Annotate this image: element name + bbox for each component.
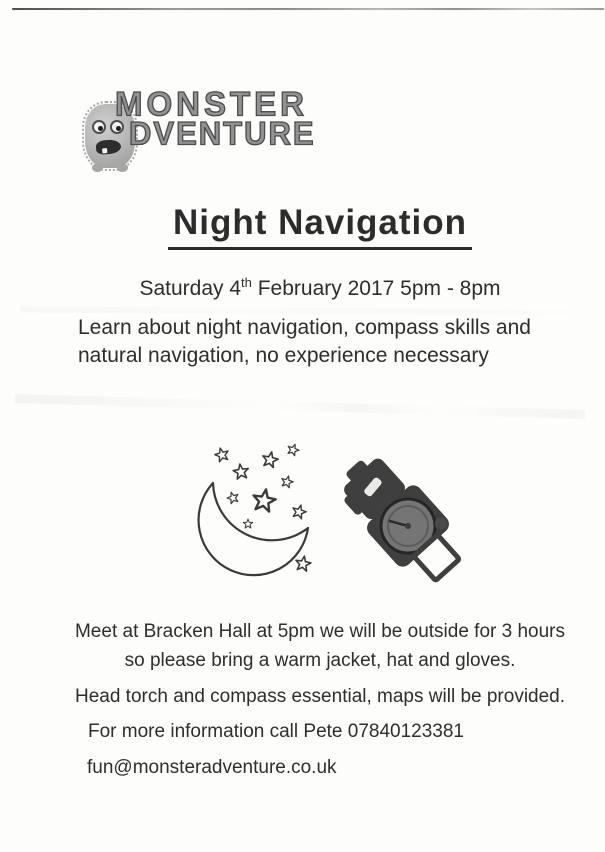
event-date-ordinal: th <box>241 275 252 290</box>
scan-artifact-top-line <box>12 8 604 10</box>
event-description-line2: natural navigation, no experience necessary <box>78 344 489 367</box>
illustration-moon-stars-compass <box>185 433 470 593</box>
moon-and-stars-icon <box>199 442 312 575</box>
event-date <box>35 275 605 301</box>
contact-email: fun@monsteradventure.co.uk <box>87 757 337 778</box>
event-description <box>78 314 553 370</box>
lensatic-compass-icon <box>329 443 470 593</box>
title-row <box>35 203 605 250</box>
meeting-line2: so please bring a warm jacket, hat and gloves. <box>124 650 516 671</box>
meeting-line1: Meet at Bracken Hall at 5pm we will be outside for 3 hours <box>74 621 565 642</box>
scan-artifact-smudge <box>15 394 585 419</box>
meeting-details <box>35 617 605 675</box>
contact-info: For more information call Pete 07840123381 <box>88 721 465 742</box>
logo-word-monster: MONSTER <box>115 84 308 123</box>
event-date-suffix: February 2017 5pm - 8pm <box>251 277 501 300</box>
monster-mouth-icon <box>96 139 122 155</box>
logo-word-dventure: DVENTURE <box>129 115 316 152</box>
event-description-line1: Learn about night navigation, compass skills and <box>78 316 531 339</box>
page-title: Night Navigation <box>168 203 472 250</box>
monster-adventure-logo <box>85 84 325 176</box>
equipment-note: Head torch and compass essential, maps will be provided. <box>74 686 566 707</box>
monster-eye-icon <box>92 120 106 134</box>
event-date-prefix: Saturday 4 <box>139 277 242 300</box>
